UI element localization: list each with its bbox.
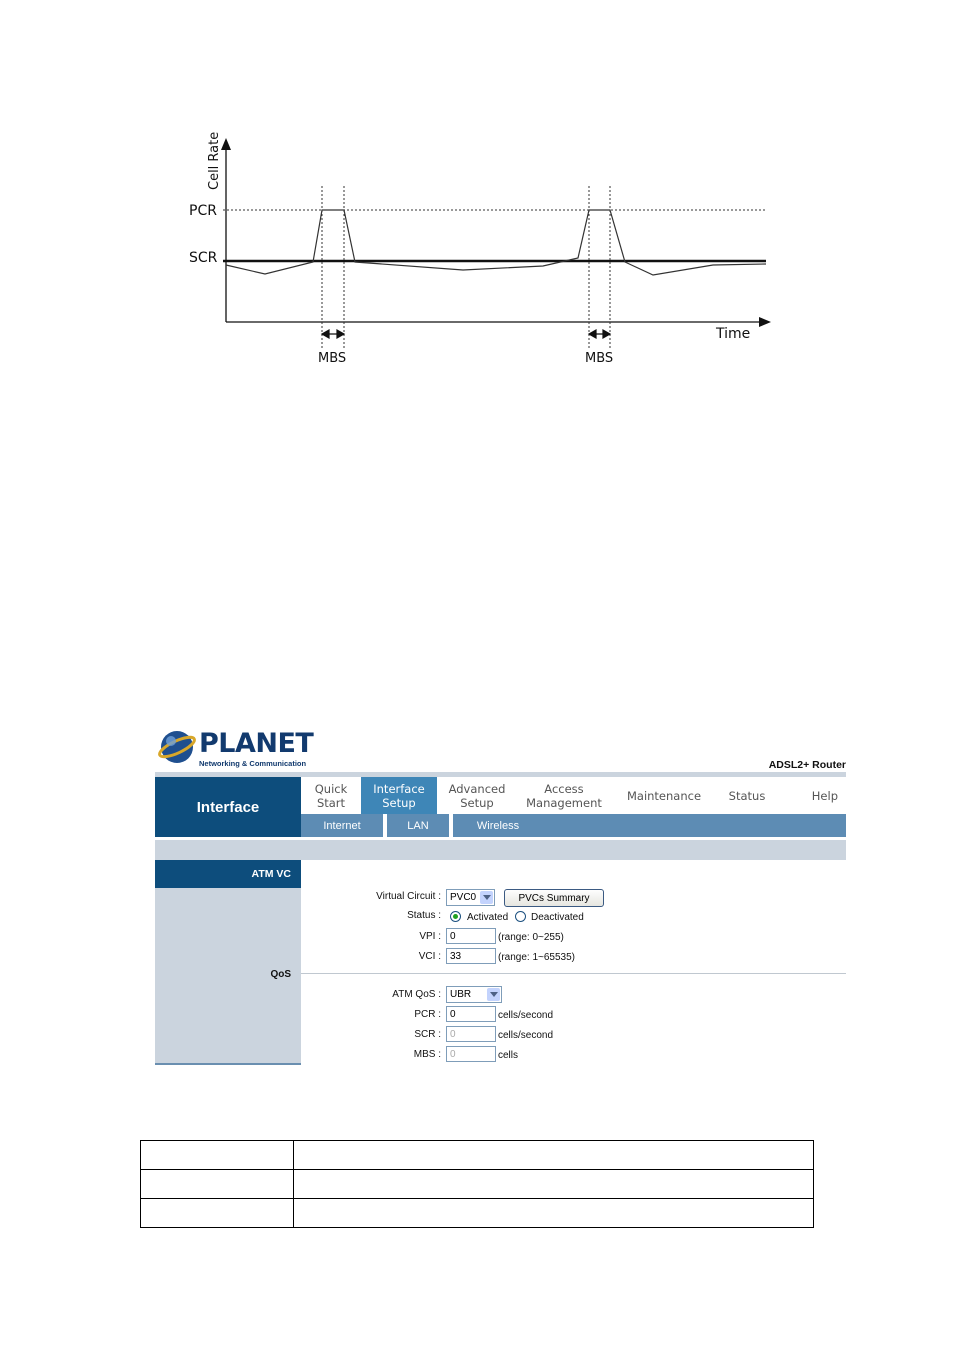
mbs-label: MBS: [318, 351, 347, 366]
submenu-lan[interactable]: LAN: [407, 819, 429, 832]
vci-range: (range: 1~65535): [498, 952, 576, 963]
side-heading-atm-vc: ATM VC: [155, 860, 301, 888]
menu-label: Quick Start: [314, 781, 348, 810]
mbs-input[interactable]: 0: [446, 1046, 496, 1062]
status-deactivated-radio[interactable]: [515, 911, 526, 922]
cell-rate-diagram: [183, 126, 773, 370]
menu-label: Interface Setup: [373, 781, 425, 810]
product-name: ADSL2+ Router: [768, 759, 846, 771]
mbs-unit: cells: [498, 1050, 519, 1061]
virtual-circuit-label: Virtual Circuit :: [376, 891, 441, 902]
brand-name: PLANET: [199, 728, 314, 759]
main-menu: [301, 777, 846, 814]
menu-access-management[interactable]: [517, 777, 611, 814]
pcr-input[interactable]: 0: [446, 1006, 496, 1022]
table-cell: [294, 1199, 814, 1228]
submenu-internet[interactable]: Internet: [323, 819, 361, 832]
mbs-arrow: [589, 330, 610, 338]
pcr-unit: cells/second: [498, 1010, 554, 1021]
status-label: Status :: [407, 910, 441, 921]
vpi-range: (range: 0~255): [498, 932, 564, 943]
virtual-circuit-select[interactable]: [446, 889, 495, 906]
atm-qos-label: ATM QoS :: [392, 989, 441, 1000]
status-activated-radio[interactable]: [450, 911, 461, 922]
table-cell: [141, 1141, 294, 1170]
vpi-input[interactable]: 0: [446, 928, 496, 944]
submenu-wireless[interactable]: Wireless: [476, 819, 520, 832]
router-interface-screenshot: [155, 720, 846, 1066]
menu-label: Help: [811, 788, 838, 803]
scr-label: SCR: [189, 250, 218, 266]
table-row: [141, 1141, 814, 1170]
table-cell: [294, 1141, 814, 1170]
table-cell: [294, 1170, 814, 1199]
pcr-label: PCR: [189, 203, 217, 219]
menu-interface-setup[interactable]: [361, 777, 437, 814]
virtual-circuit-value: PVC0: [450, 892, 477, 903]
scr-unit: cells/second: [498, 1030, 554, 1041]
table-row: [141, 1170, 814, 1199]
menu-label: Maintenance: [626, 788, 702, 803]
section-divider: [301, 973, 846, 974]
status-activated-label: Activated: [467, 912, 509, 923]
menu-help[interactable]: [777, 777, 846, 814]
mbs-label: MBS: [585, 351, 614, 366]
side-panel: [155, 888, 301, 1063]
chevron-down-icon: [480, 891, 493, 904]
mbs-arrow: [322, 330, 344, 338]
vci-label: VCI :: [418, 951, 441, 962]
menu-quick-start[interactable]: [301, 777, 361, 814]
table-row: [141, 1199, 814, 1228]
y-axis-label: Cell Rate: [207, 131, 222, 190]
pcr-label: PCR :: [414, 1009, 441, 1020]
parameter-table: [140, 1140, 814, 1228]
scr-label: SCR :: [414, 1029, 441, 1040]
side-heading-qos: QoS: [270, 969, 291, 980]
table-cell: [141, 1199, 294, 1228]
y-axis-arrow: [221, 138, 231, 150]
menu-advanced-setup[interactable]: [437, 777, 517, 814]
pvcs-summary-button[interactable]: PVCs Summary: [504, 889, 604, 907]
content-header-bar: [155, 840, 846, 860]
side-panel-bottom-rule: [155, 1063, 301, 1065]
menu-label: Advanced Setup: [448, 781, 506, 810]
status-deactivated-label: Deactivated: [531, 912, 584, 923]
vpi-label: VPI :: [419, 931, 441, 942]
section-title: Interface: [155, 777, 301, 837]
x-axis-label: Time: [716, 326, 751, 342]
menu-label: Access Management: [526, 781, 602, 810]
atm-qos-select[interactable]: [446, 986, 502, 1003]
menu-maintenance[interactable]: [611, 777, 717, 814]
scr-input[interactable]: 0: [446, 1026, 496, 1042]
cell-rate-curve: [226, 210, 766, 275]
mbs-label: MBS :: [413, 1049, 441, 1060]
menu-status[interactable]: [717, 777, 777, 814]
vci-input[interactable]: 33: [446, 948, 496, 964]
planet-logo-icon: [157, 726, 197, 766]
menu-label: Status: [728, 788, 766, 803]
chevron-down-icon: [487, 988, 500, 1001]
table-cell: [141, 1170, 294, 1199]
atm-qos-value: UBR: [450, 989, 472, 1000]
brand-tagline: Networking & Communication: [199, 759, 307, 768]
brand-logo: [157, 726, 314, 768]
x-axis-arrow: [759, 317, 771, 327]
sub-menu: [301, 814, 846, 837]
